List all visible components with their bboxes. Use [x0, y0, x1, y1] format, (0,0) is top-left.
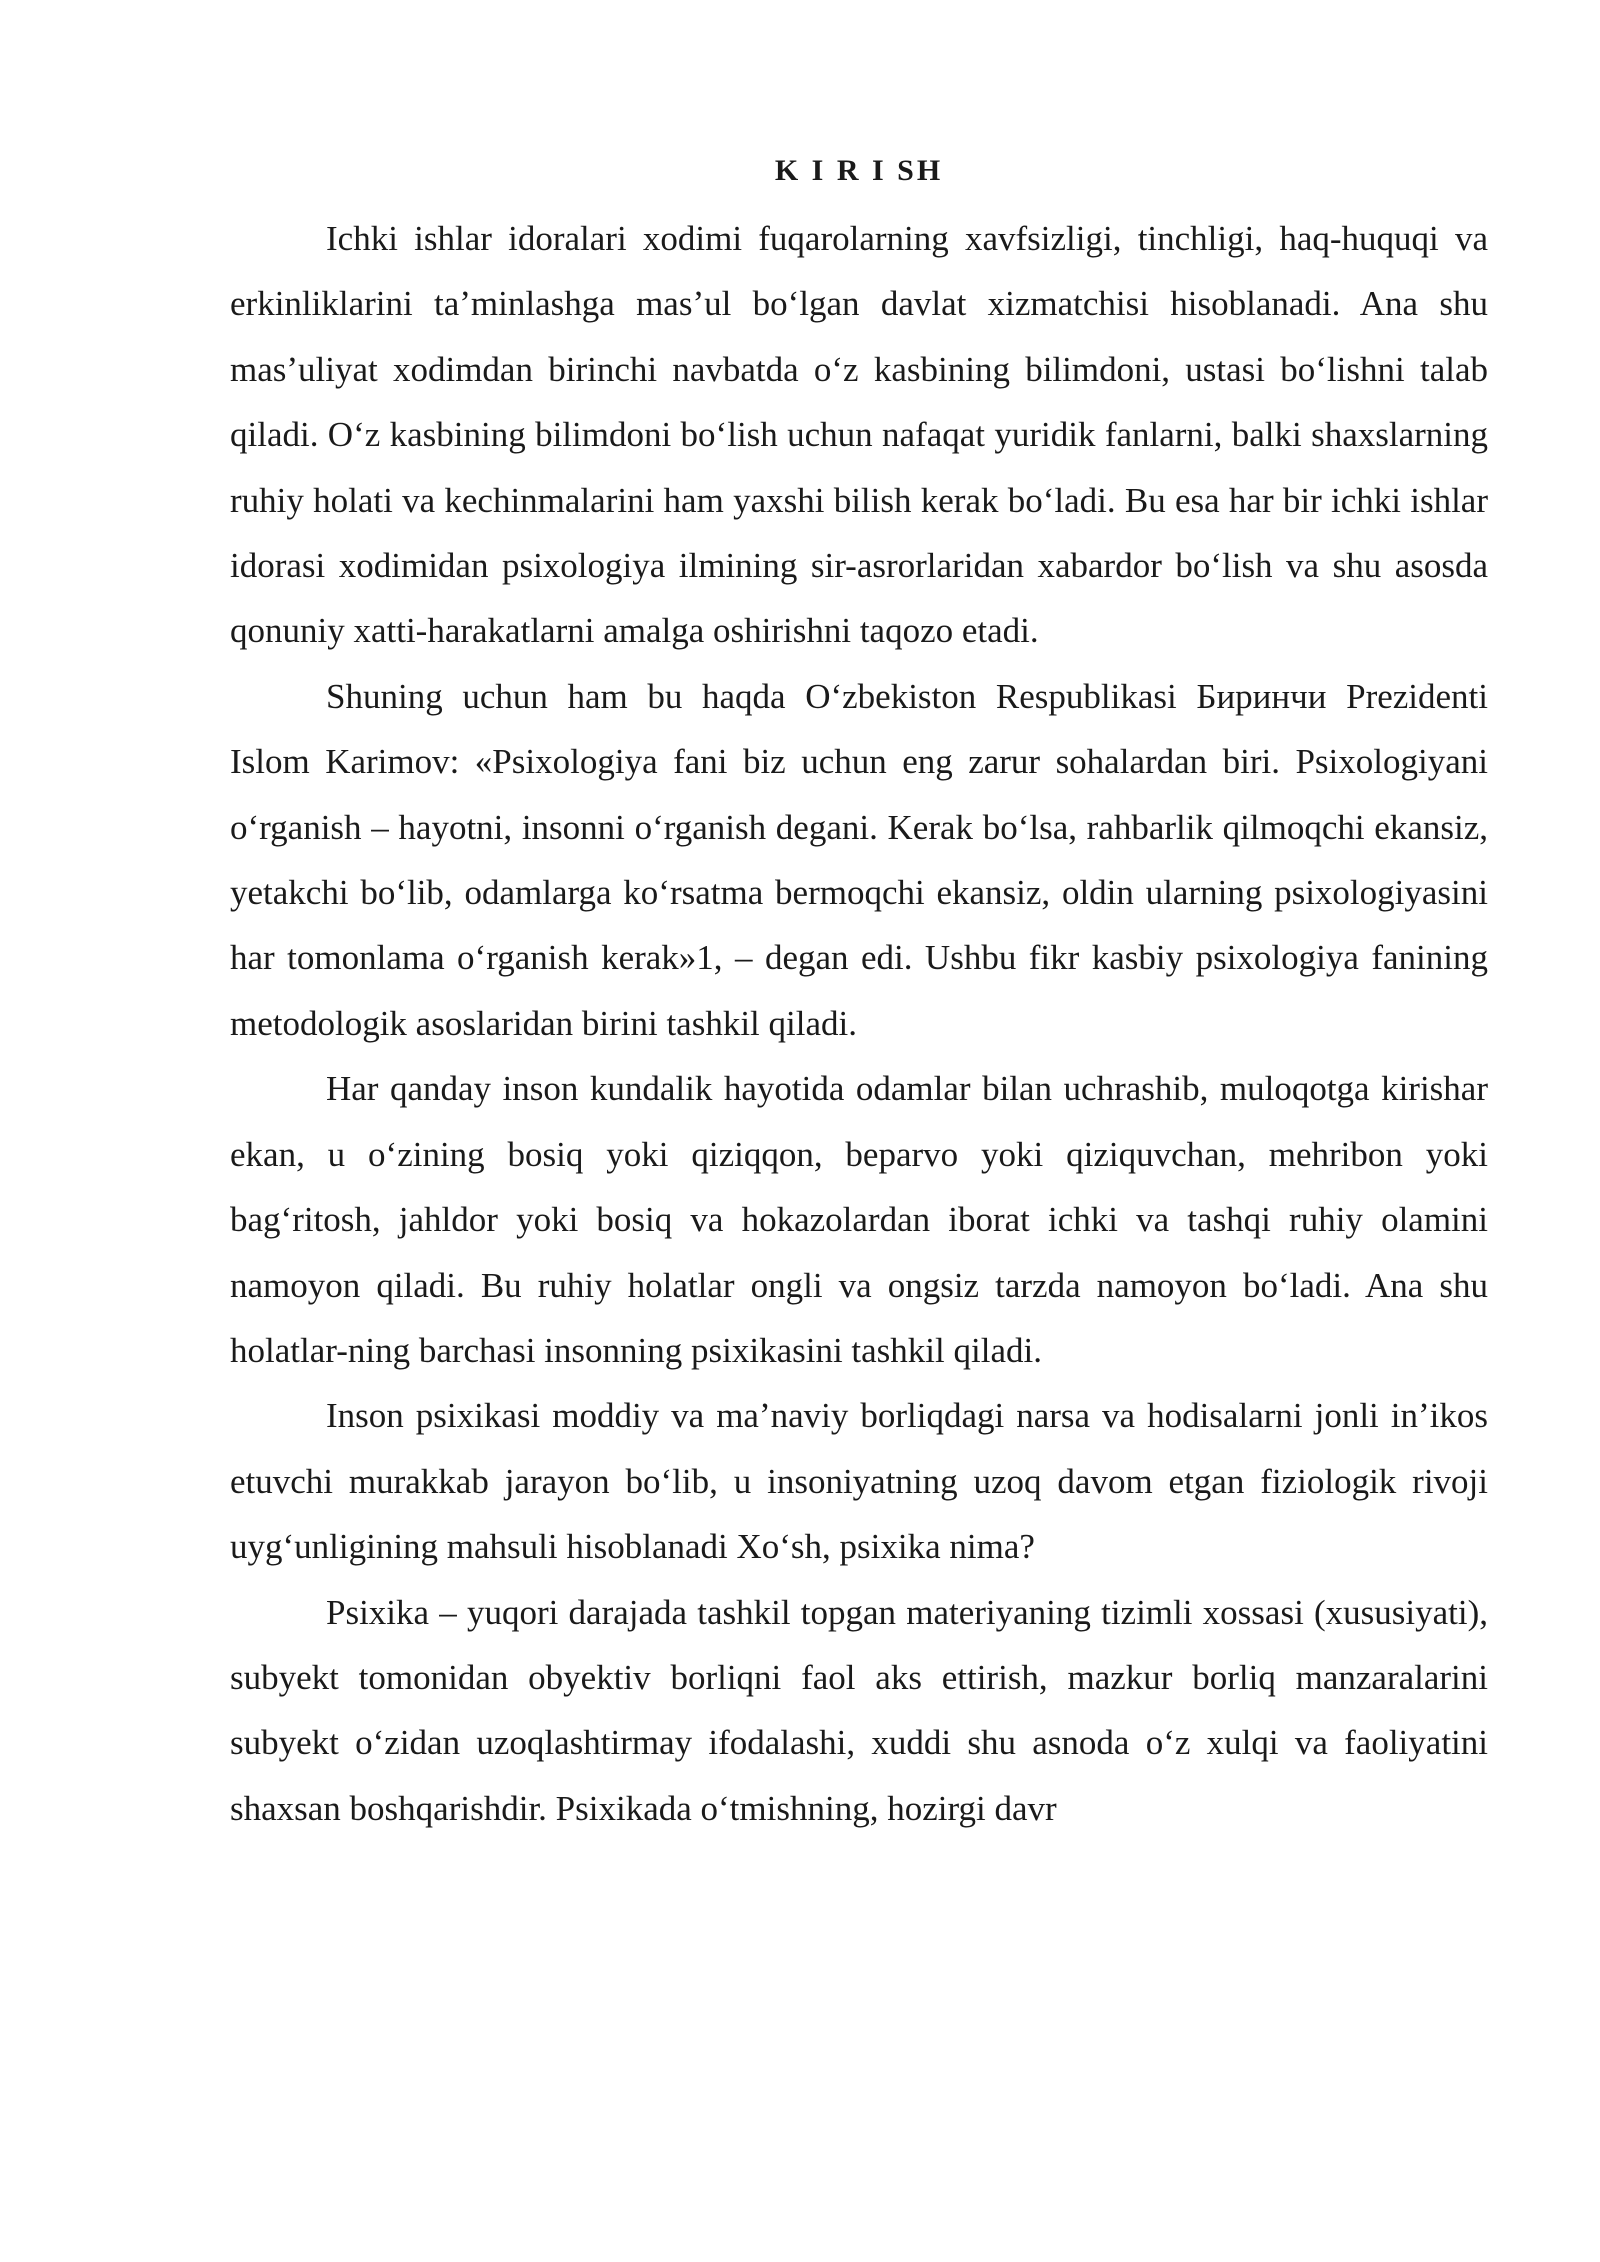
document-page	[230, 150, 1488, 1841]
paragraph-3: Har qanday inson kundalik hayotida odamlar bilan uchrashib, muloqotga kirishar ekan, u oʻzining bosiq yoki qiziqqon, beparvo yoki qiziquvchan, mehribon yoki bagʻritosh, jahldor yoki bosiq va hokazolardan iborat ichki va tashqi ruhiy olamini namoyon qiladi. Bu ruhiy holatlar ongli va ongsiz tarzda namoyon boʻladi. Ana shu holatlar-ning barchasi insonning psixikasini tashkil qiladi.	[230, 1069, 1488, 1370]
paragraph-2: Shuning uchun ham bu haqda Oʻzbekiston Respublikasi Биринчи Prezidenti Islom Karimov: «Psixologiya fani biz uchun eng zarur sohalardan biri. Psixologiyani oʻrganish – hayotni, insonni oʻrganish degani. Kerak boʻlsa, rahbarlik qilmoqchi ekansiz, yetakchi boʻlib, odamlarga koʻrsatma bermoqchi ekansiz, oldin ularning psixologiyasini har tomonlama oʻrganish kerak»1, – degan edi. Ushbu fikr kasbiy psixologiya fanining metodologik asoslaridan birini tashkil qiladi.	[230, 676, 1488, 1043]
paragraph-4: Inson psixikasi moddiy va maʼnaviy borliqdagi narsa va hodisalarni jonli inʼikos etuvchi murakkab jarayon boʻlib, u insoniyatning uzoq davom etgan fiziologik rivoji uygʻunligining mahsuli hisoblanadi Xoʻsh, psixika nima?	[230, 1396, 1488, 1567]
paragraph-1: Ichki ishlar idoralari xodimi fuqarolarning xavfsizligi, tinchligi, haq-huquqi va erkinliklarini taʼminlashga masʼul boʻlgan davlat xizmatchisi hisoblanadi. Ana shu masʼuliyat xodimdan birinchi navbatda oʻz kasbining bilimdoni, ustasi boʻlishni talab qiladi. Oʻz kasbining bilimdoni boʻlish uchun nafaqat yuridik fanlarni, balki shaxslarning ruhiy holati va kechinmalarini ham yaxshi bilish kerak boʻladi. Bu esa har bir ichki ishlar idorasi xodimidan psixologiya ilmining sir-asrorlaridan xabardor boʻlish va shu asosda qonuniy xatti-harakatlarni amalga oshirishni taqozo etadi.	[230, 219, 1488, 651]
section-heading: K I R I SH	[774, 154, 944, 187]
paragraph-5: Psixika – yuqori darajada tashkil topgan materiyaning tizimli xossasi (xususiyati), subyekt tomonidan obyektiv borliqni faol aks ettirish, mazkur borliq manzaralarini subyekt oʻzidan uzoqlashtirmay ifodalashi, xuddi shu asnoda oʻz xulqi va faoliyatini shaxsan boshqarishdir. Psixikada oʻtmishning, hozirgi davr	[230, 1592, 1488, 1828]
